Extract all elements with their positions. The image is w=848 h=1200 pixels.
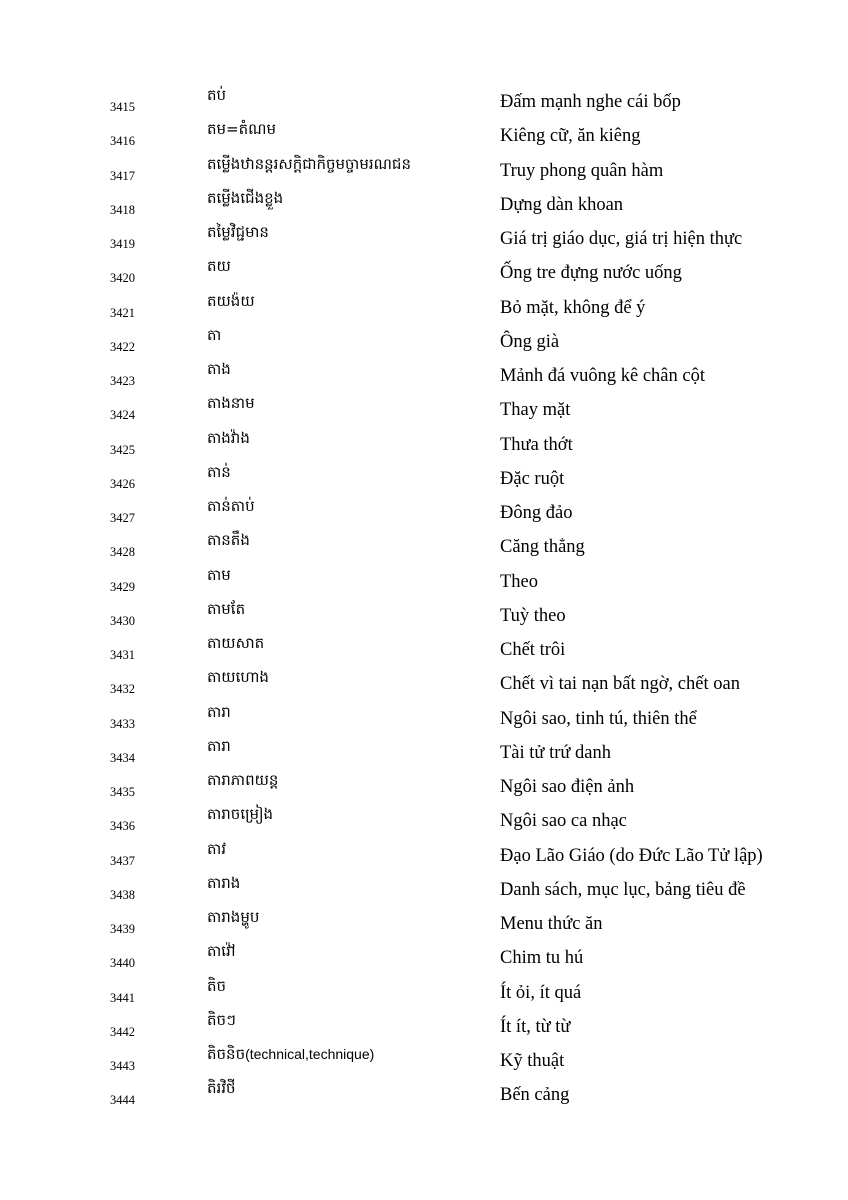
entry-row <box>0 874 848 908</box>
entry-number: 3440 <box>110 956 135 971</box>
khmer-term: តារា <box>207 736 231 755</box>
khmer-term: តារាងម្ហូប <box>207 908 260 926</box>
vietnamese-definition: Ngôi sao điện ảnh <box>500 777 635 797</box>
entry-number: 3443 <box>110 1059 135 1073</box>
vietnamese-definition: Chết vì tai nạn bất ngờ, chết oan <box>500 674 740 695</box>
khmer-term: តានតឹង <box>207 531 250 550</box>
entry-row <box>0 360 848 394</box>
khmer-term: តារាង <box>207 873 241 892</box>
vietnamese-definition: Tuỳ theo <box>500 605 566 626</box>
entry-row <box>0 771 848 805</box>
khmer-term: តាងវ៉ាង <box>207 428 250 447</box>
entry-row <box>0 908 848 942</box>
entry-row <box>0 86 848 120</box>
entry-row <box>0 257 848 291</box>
entry-number: 3434 <box>110 750 135 765</box>
entry-row <box>0 326 848 360</box>
vietnamese-definition: Kỹ thuật <box>500 1051 565 1071</box>
entry-row <box>0 703 848 737</box>
vietnamese-definition: Truy phong quân hàm <box>500 160 664 181</box>
khmer-term-text: តិចនិច <box>207 1045 246 1063</box>
khmer-term: តាយសាត <box>207 634 265 652</box>
entry-row <box>0 463 848 497</box>
entry-number: 3429 <box>110 579 135 594</box>
vietnamese-definition: Ít ỏi, ít quá <box>500 982 582 1003</box>
vietnamese-definition: Dựng dàn khoan <box>500 194 624 215</box>
entry-row <box>0 566 848 600</box>
entry-row <box>0 189 848 223</box>
khmer-term: តារាចម្រៀង <box>207 805 274 824</box>
khmer-term: តម=តំណម <box>207 120 276 139</box>
khmer-term: តាមតែ <box>207 599 246 618</box>
entry-number: 3417 <box>110 168 135 183</box>
khmer-term: តម្លើងជើងខ្លួង <box>207 188 284 207</box>
entry-row <box>0 531 848 565</box>
english-gloss: (technical,technique) <box>245 1046 375 1062</box>
khmer-term: តាវ <box>207 839 227 858</box>
khmer-term: តាន់ <box>207 462 231 481</box>
entry-number: 3422 <box>110 339 135 354</box>
khmer-term: តិចៗ <box>207 1010 236 1029</box>
entry-number: 3433 <box>110 716 135 731</box>
vietnamese-definition: Menu thức ăn <box>500 914 603 934</box>
khmer-term: តារាភាពយន្ត <box>207 771 279 789</box>
vietnamese-definition: Thưa thớt <box>500 434 573 455</box>
entry-number: 3428 <box>110 545 135 560</box>
entry-row <box>0 497 848 531</box>
entry-number: 3418 <box>110 202 135 217</box>
entry-number: 3424 <box>110 408 135 423</box>
khmer-term: តាង <box>207 360 231 378</box>
khmer-term: តាយហោង <box>207 668 269 687</box>
entry-row <box>0 1011 848 1045</box>
vietnamese-definition: Thay mặt <box>500 400 571 421</box>
vietnamese-definition: Ống tre đựng nước uống <box>500 263 682 284</box>
entry-number: 3432 <box>110 682 135 697</box>
vietnamese-definition: Danh sách, mục lục, bảng tiêu đề <box>500 879 746 900</box>
entry-number: 3423 <box>110 374 135 388</box>
vietnamese-definition: Đông đảo <box>500 503 573 523</box>
khmer-term: តាន់តាប់ <box>207 497 255 515</box>
khmer-term <box>207 1045 374 1067</box>
entry-number: 3436 <box>110 819 135 834</box>
khmer-term: តយង៉យ <box>207 291 255 310</box>
entry-number: 3415 <box>110 100 135 114</box>
khmer-term: តារា <box>207 702 231 721</box>
entry-row <box>0 840 848 874</box>
entry-number: 3416 <box>110 134 135 149</box>
entry-number: 3444 <box>110 1093 135 1108</box>
entry-row <box>0 600 848 634</box>
khmer-term: តិច <box>207 976 227 995</box>
vietnamese-definition: Căng thẳng <box>500 537 585 558</box>
vietnamese-definition: Chết trôi <box>500 640 566 660</box>
entry-row <box>0 223 848 257</box>
vietnamese-definition: Kiêng cữ, ăn kiêng <box>500 126 641 147</box>
vietnamese-definition: Giá trị giáo dục, giá trị hiện thực <box>500 229 743 249</box>
khmer-term: តាម <box>207 565 231 584</box>
vietnamese-definition: Ít ít, từ từ <box>500 1016 571 1037</box>
vietnamese-definition: Mảnh đá vuông kê chân cột <box>500 366 705 386</box>
vietnamese-definition: Chim tu hú <box>500 948 584 969</box>
vietnamese-definition: Đạo Lão Giáo (do Đức Lão Tử lập) <box>500 845 763 866</box>
entry-row <box>0 977 848 1011</box>
entry-number: 3425 <box>110 442 135 457</box>
entry-row <box>0 668 848 702</box>
vietnamese-definition: Tài tử trứ danh <box>500 742 611 763</box>
entry-number: 3420 <box>110 271 135 286</box>
vietnamese-definition: Bỏ mặt, không để ý <box>500 297 646 318</box>
vietnamese-definition: Bến cảng <box>500 1085 570 1106</box>
khmer-term: តា <box>207 325 222 344</box>
vietnamese-definition: Ngôi sao, tinh tú, thiên thể <box>500 708 697 729</box>
entry-row <box>0 292 848 326</box>
vietnamese-definition: Đặc ruột <box>500 468 565 489</box>
vietnamese-definition: Theo <box>500 571 539 592</box>
entry-row <box>0 394 848 428</box>
entry-row <box>0 1079 848 1113</box>
entry-row <box>0 120 848 154</box>
entry-number: 3431 <box>110 648 135 662</box>
entry-number: 3435 <box>110 785 135 799</box>
entry-number: 3442 <box>110 1024 135 1039</box>
entry-row <box>0 634 848 668</box>
khmer-term: តម្លើងឋានន្តរសក្តិជាកិច្ចមច្ចាមរណជន <box>207 154 411 173</box>
entry-row <box>0 805 848 839</box>
entry-row <box>0 737 848 771</box>
entry-number: 3421 <box>110 305 135 320</box>
khmer-term: តម្លៃវិជ្ជមាន <box>207 223 269 241</box>
vietnamese-definition: Ông già <box>500 331 560 352</box>
khmer-term: តយ <box>207 257 231 276</box>
entry-number: 3430 <box>110 613 135 628</box>
khmer-term: តាវ៉ៅ <box>207 942 236 961</box>
entry-row <box>0 942 848 976</box>
khmer-term: តាងនាម <box>207 394 255 413</box>
entry-number: 3439 <box>110 922 135 936</box>
entry-number: 3438 <box>110 887 135 902</box>
entry-row <box>0 155 848 189</box>
entry-row <box>0 429 848 463</box>
vietnamese-definition: Đấm mạnh nghe cái bốp <box>500 92 681 112</box>
khmer-term: តិរវិថី <box>207 1079 236 1098</box>
entry-number: 3437 <box>110 853 135 868</box>
dictionary-entry-list <box>0 86 848 1114</box>
entry-number: 3426 <box>110 476 135 491</box>
entry-number: 3427 <box>110 511 135 525</box>
entry-row <box>0 1045 848 1079</box>
entry-number: 3441 <box>110 990 135 1005</box>
khmer-term: តប់ <box>207 86 227 104</box>
vietnamese-definition: Ngôi sao ca nhạc <box>500 811 627 832</box>
entry-number: 3419 <box>110 237 135 251</box>
